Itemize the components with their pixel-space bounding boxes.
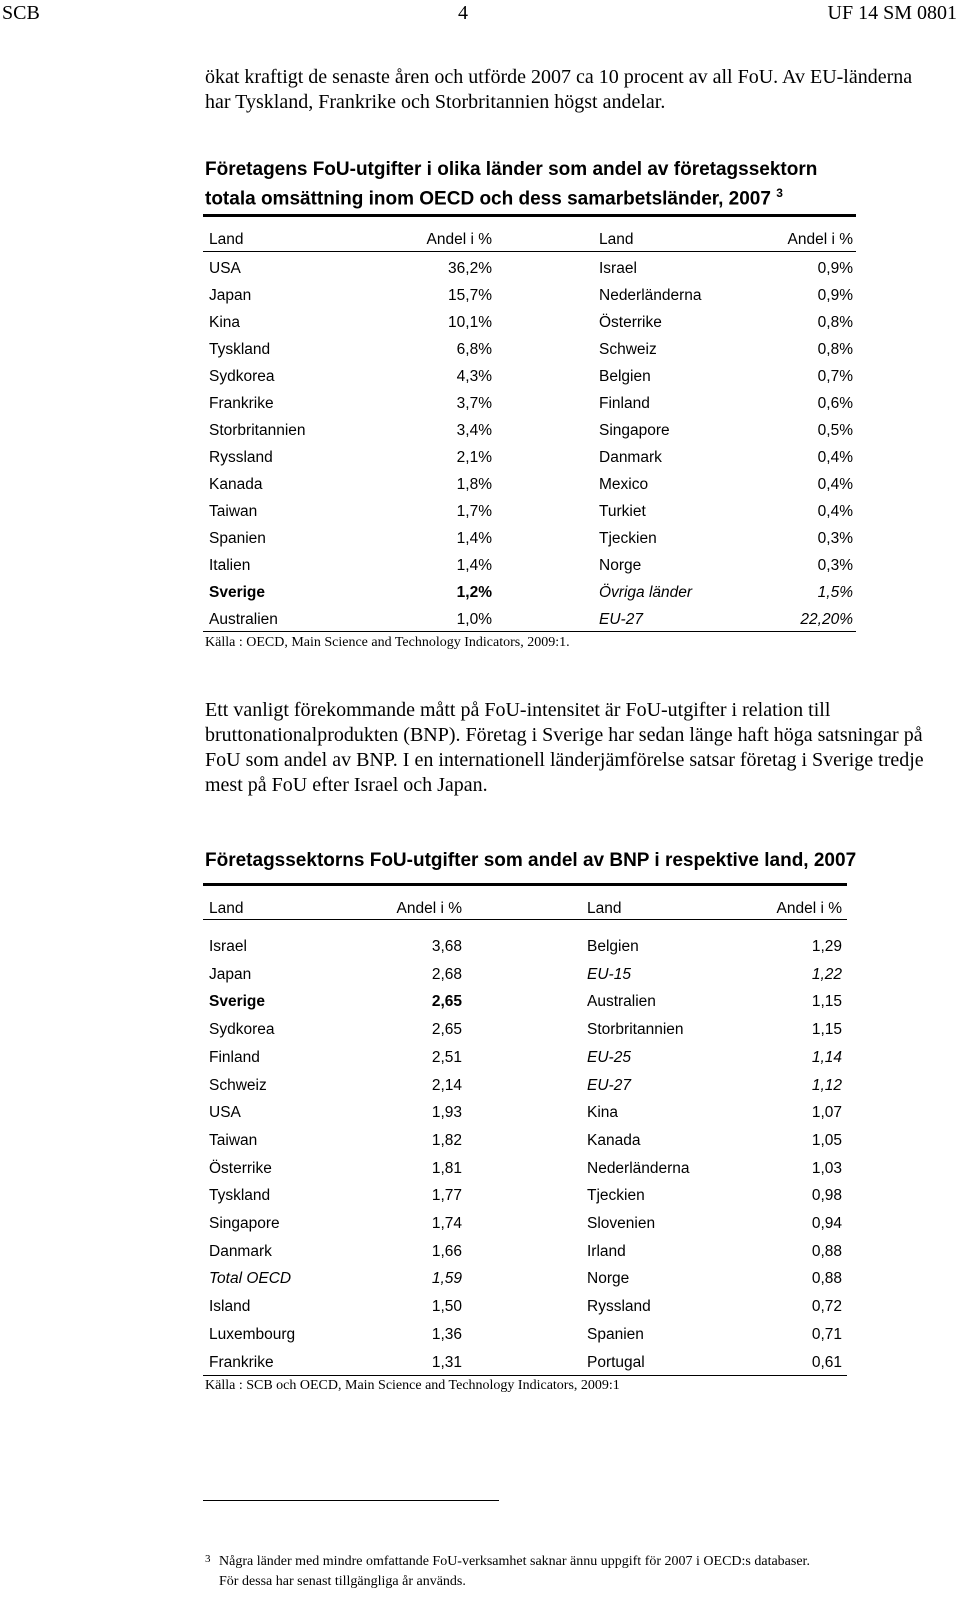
value-cell: 1,81 [431,1159,462,1177]
value-cell: 10,1% [448,314,492,331]
intro-paragraph: ökat kraftigt de senaste åren och utförde 2007 ca 10 procent av all FoU. Av EU-länderna har Tyskland, Frankrike och Storbritannien högst andelar. [205,66,913,113]
country-cell: Sydkorea [209,368,275,385]
table-row [0,260,960,287]
table-row [0,557,960,584]
country-cell: Spanien [587,1325,644,1343]
table-row [0,1160,960,1187]
value-cell: 1,77 [431,1187,462,1205]
value-cell: 1,07 [811,1104,842,1122]
body-paragraph: Ett vanligt förekommande mått på FoU-intensitet är FoU-utgifter i relation till bruttonationalprodukten (BNP). Företag i Sverige har sedan länge haft höga satsningar på FoU som andel av BNP. I en internationell länderjämförelse satsar företag i Sverige tredje mest på FoU efter Israel och Japan. [205,699,924,796]
table-row [0,341,960,368]
country-cell: Norge [599,557,642,574]
page-number: 4 [458,2,468,24]
country-cell: Tyskland [209,341,271,358]
value-cell: 3,68 [431,938,462,955]
value-cell: 1,82 [431,1131,462,1149]
country-cell: Österrike [599,314,662,331]
country-cell: Israel [209,938,247,955]
table1-header-land: Land [209,231,244,248]
table2-header-andel: Andel i % [396,900,462,917]
table-row [0,287,960,314]
country-cell: Spanien [209,530,266,547]
table2-header-rule [203,919,847,920]
value-cell: 1,36 [431,1325,462,1343]
value-cell: 1,4% [456,557,492,574]
table-row [0,611,960,638]
table-row [0,395,960,422]
table1-title-line1: Företagens FoU-utgifter i olika länder som andel av företagssektorn [205,159,818,180]
value-cell: 1,2% [456,584,492,601]
table2-top-rule [203,883,847,886]
country-cell: Nederländerna [587,1159,690,1177]
table-row [0,966,960,993]
country-cell: Israel [599,260,637,277]
value-cell: 0,71 [811,1325,842,1343]
country-cell: Mexico [599,476,649,493]
table-row [0,1104,960,1131]
table-row [0,1132,960,1159]
country-cell: Tjeckien [587,1187,645,1205]
table2-header-land: Land [209,900,244,917]
value-cell: 1,74 [431,1215,462,1232]
country-cell: EU-15 [587,965,631,983]
country-cell: Total OECD [209,1270,292,1288]
table-row [0,530,960,557]
value-cell: 1,0% [456,611,492,628]
value-cell: 1,05 [811,1131,842,1149]
value-cell: 2,14 [431,1076,462,1094]
value-cell: 1,22 [811,965,842,983]
table1-title-line2: totala omsättning inom OECD och dess samarbetsländer, 2007 $^3$ [205,186,783,210]
value-cell: 0,7% [817,368,853,385]
value-cell: 0,98 [811,1187,842,1205]
country-cell: Storbritannien [587,1021,684,1039]
country-cell: Övriga länder [599,584,693,601]
country-cell: Island [209,1298,251,1316]
country-cell: USA [209,1104,241,1122]
value-cell: 3,4% [456,422,492,439]
country-cell: EU-27 [599,611,643,628]
country-cell: Slovenien [587,1215,656,1232]
country-cell: EU-25 [587,1048,631,1066]
country-cell: Finland [209,1048,260,1066]
table-row [0,1298,960,1325]
value-cell: 0,4% [817,449,853,466]
footnote-line1: Några länder med mindre omfattande FoU-verksamhet saknar ännu uppgift för 2007 i OECD:s databaser. [219,1554,810,1569]
header-left: SCB [2,2,40,24]
country-cell: Turkiet [599,503,646,520]
value-cell: 0,3% [817,557,853,574]
value-cell: 1,50 [431,1298,462,1316]
country-cell: Frankrike [209,395,274,412]
table-row [0,1243,960,1270]
country-cell: Australien [209,611,278,628]
value-cell: 15,7% [448,287,492,304]
table-row [0,422,960,449]
country-cell: Irland [587,1242,626,1260]
value-cell: 1,8% [456,476,492,493]
value-cell: 0,72 [811,1298,842,1316]
value-cell: 0,4% [817,503,853,520]
country-cell: Ryssland [209,449,273,466]
country-cell: Kanada [587,1131,641,1149]
country-cell: Schweiz [599,341,657,358]
table1-bottom-rule [203,631,856,632]
table1-header-andel: Andel i % [426,231,492,248]
table-row [0,1326,960,1353]
table2-header-land2: Land [587,900,622,917]
value-cell: 0,88 [811,1270,842,1288]
country-cell: Australien [587,993,656,1011]
footnote-separator [203,1500,499,1501]
value-cell: 6,8% [456,341,492,358]
country-cell: Singapore [209,1215,280,1232]
value-cell: 1,59 [431,1270,462,1288]
country-cell: Nederländerna [599,287,702,304]
value-cell: 0,8% [817,341,853,358]
table1-source: Källa : OECD, Main Science and Technology Indicators, 2009:1. [205,635,570,650]
value-cell: 1,4% [456,530,492,547]
table1-header-andel2: Andel i % [787,231,853,248]
value-cell: 3,7% [456,395,492,412]
table-row [0,938,960,965]
table-row [0,1187,960,1214]
value-cell: 0,6% [817,395,853,412]
table2-header-andel2: Andel i % [776,900,842,917]
table-row [0,1049,960,1076]
value-cell: 0,4% [817,476,853,493]
table1-header-rule [203,251,856,252]
value-cell: 1,03 [811,1159,842,1177]
table-row [0,1270,960,1297]
table2-title: Företagssektorns FoU-utgifter som andel av BNP i respektive land, 2007 [205,850,857,871]
value-cell: 0,94 [811,1215,842,1232]
value-cell: 1,12 [811,1076,842,1094]
value-cell: 2,65 [431,993,462,1011]
value-cell: 0,8% [817,314,853,331]
value-cell: 1,5% [817,584,853,601]
country-cell: Singapore [599,422,670,439]
country-cell: Taiwan [209,1131,258,1149]
country-cell: Ryssland [587,1298,651,1316]
value-cell: 1,93 [431,1104,462,1122]
country-cell: Belgien [587,938,639,955]
table-row [0,314,960,341]
table2-bottom-rule [203,1375,847,1376]
table1-header-row [0,231,960,258]
country-cell: Belgien [599,368,651,385]
country-cell: Kina [209,314,241,331]
country-cell: Norge [587,1270,630,1288]
table-row [0,1077,960,1104]
value-cell: 2,1% [456,449,492,466]
footnote-line2: För dessa har senast tillgängliga år används. [219,1574,466,1589]
country-cell: Luxembourg [209,1325,296,1343]
country-cell: Frankrike [209,1353,274,1371]
country-cell: Danmark [599,449,662,466]
header-right: UF 14 SM 0801 [827,2,957,24]
value-cell: 36,2% [448,260,492,277]
country-cell: Sverige [209,993,266,1011]
country-cell: Japan [209,965,252,983]
table-row [0,503,960,530]
table1-header-land2: Land [599,231,634,248]
table-row [0,1354,960,1381]
country-cell: EU-27 [587,1076,631,1094]
table2-header-row [0,900,960,927]
footnote-ref: 3 [776,186,783,200]
value-cell: 0,61 [811,1353,842,1371]
country-cell: Sverige [209,584,266,601]
value-cell: 0,3% [817,530,853,547]
table2-source: Källa : SCB och OECD, Main Science and Technology Indicators, 2009:1 [205,1378,620,1393]
country-cell: Sydkorea [209,1021,275,1039]
table-row [0,368,960,395]
country-cell: Japan [209,287,252,304]
value-cell: 22,20% [800,611,853,628]
table-row [0,1021,960,1048]
country-cell: Tyskland [209,1187,271,1205]
value-cell: 1,29 [811,938,842,955]
table-row [0,476,960,503]
country-cell: Danmark [209,1242,272,1260]
country-cell: USA [209,260,241,277]
country-cell: Tjeckien [599,530,657,547]
country-cell: Schweiz [209,1076,267,1094]
table-row [0,1215,960,1242]
value-cell: 2,68 [431,965,462,983]
value-cell: 0,5% [817,422,853,439]
value-cell: 0,88 [811,1242,842,1260]
value-cell: 0,9% [817,287,853,304]
country-cell: Finland [599,395,650,412]
country-cell: Taiwan [209,503,258,520]
value-cell: 1,14 [811,1048,842,1066]
table-row [0,449,960,476]
table1-top-rule [203,214,856,217]
value-cell: 1,15 [811,993,842,1011]
value-cell: 0,9% [817,260,853,277]
country-cell: Kanada [209,476,263,493]
country-cell: Kina [587,1104,619,1122]
value-cell: 2,51 [431,1048,462,1066]
value-cell: 1,31 [431,1353,462,1371]
value-cell: 1,7% [456,503,492,520]
value-cell: 2,65 [431,1021,462,1039]
footnote-mark: 3 [205,1553,211,1565]
table-row [0,584,960,611]
country-cell: Italien [209,557,251,574]
value-cell: 4,3% [456,368,492,385]
country-cell: Storbritannien [209,422,306,439]
table-row [0,993,960,1020]
value-cell: 1,66 [431,1242,462,1260]
country-cell: Portugal [587,1353,645,1371]
country-cell: Österrike [209,1159,272,1177]
value-cell: 1,15 [811,1021,842,1039]
